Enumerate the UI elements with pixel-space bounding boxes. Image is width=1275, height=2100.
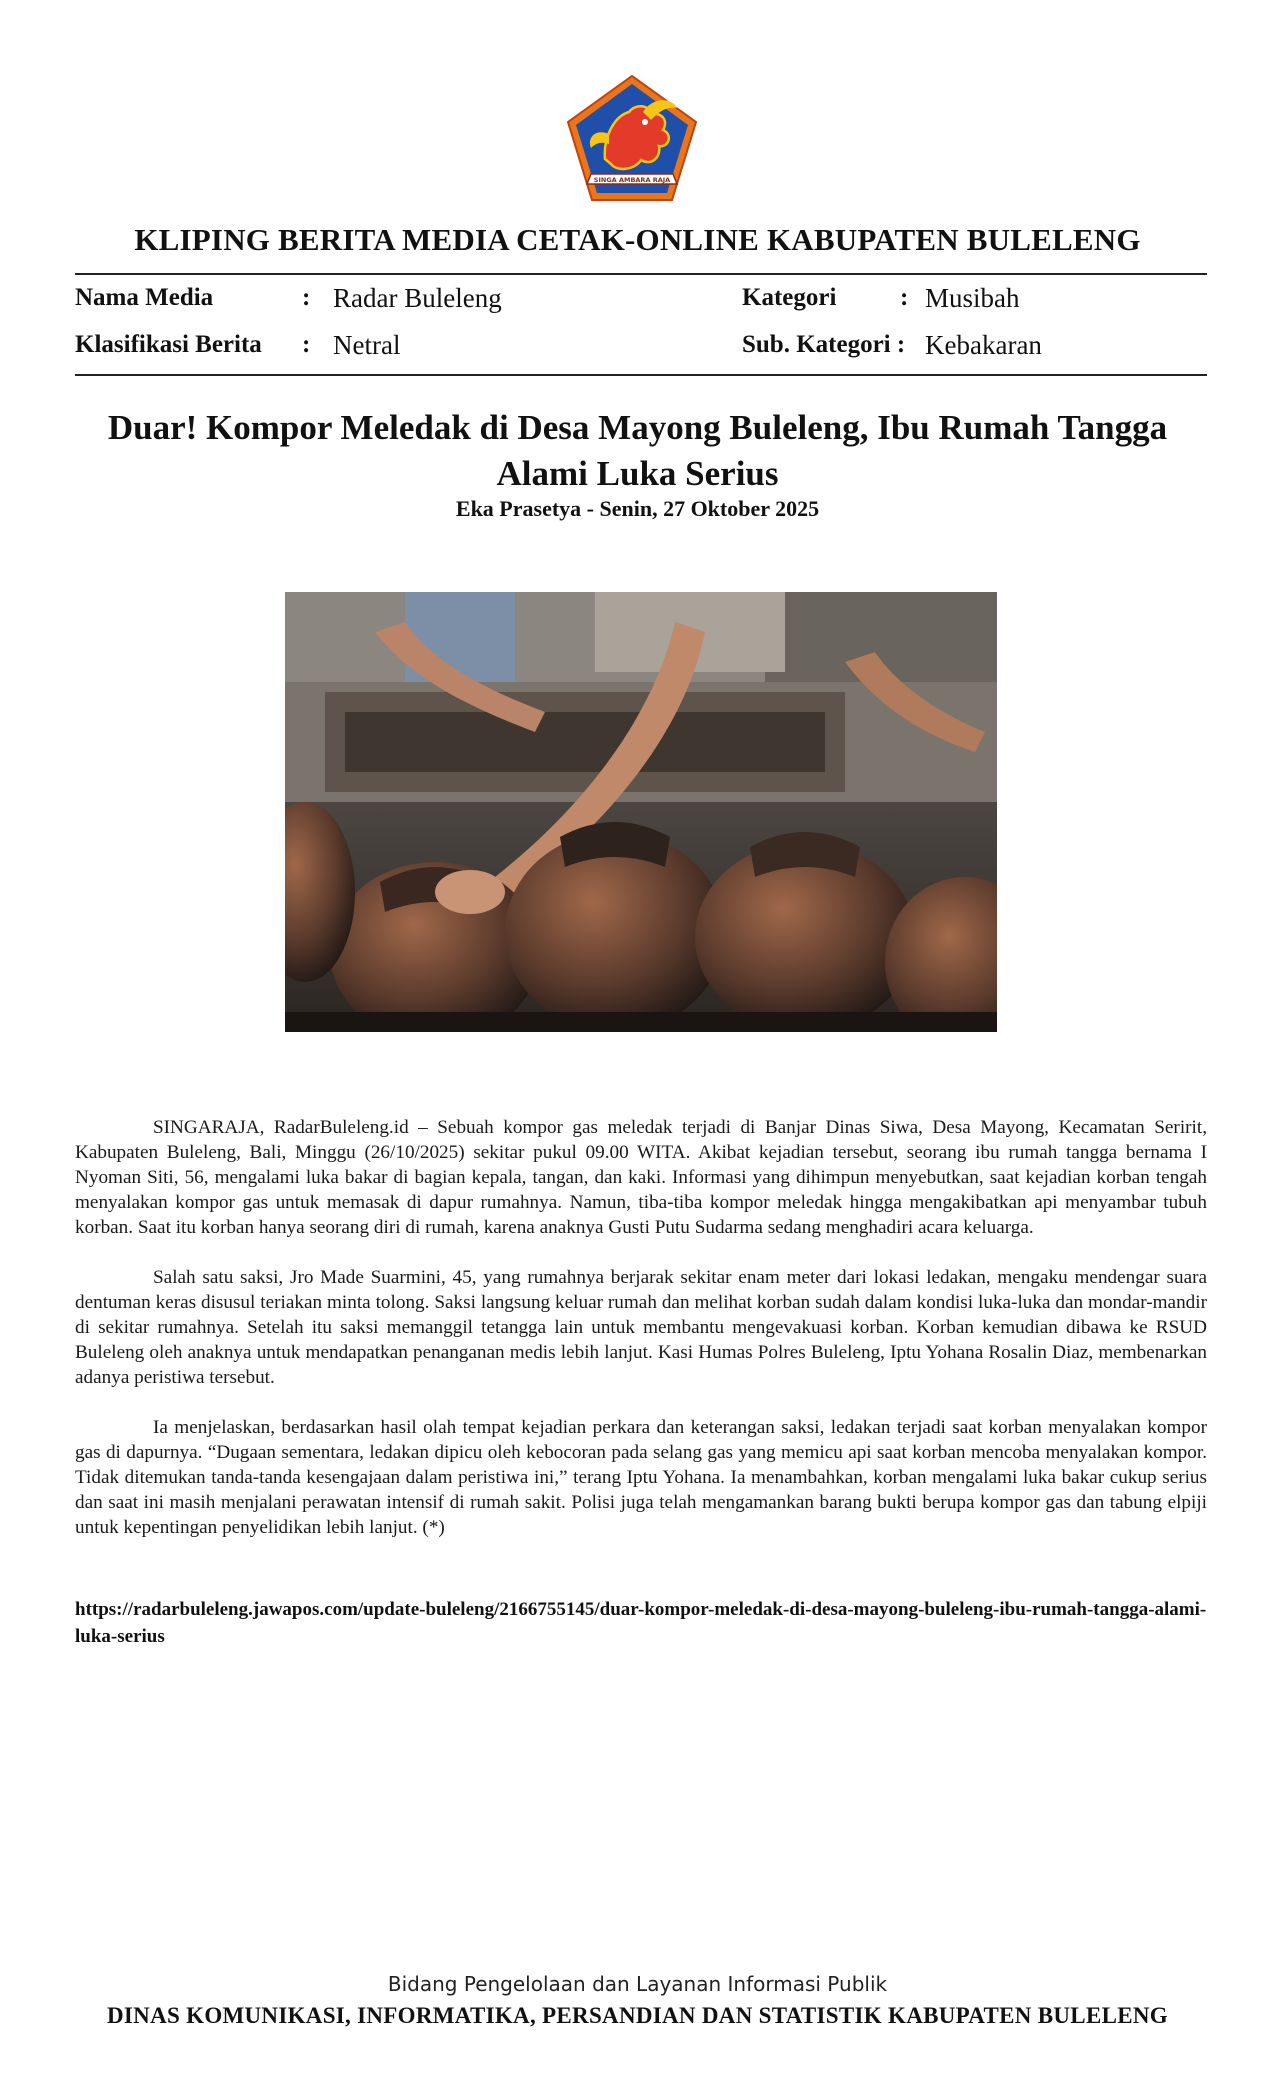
page-title: KLIPING BERITA MEDIA CETAK-ONLINE KABUPATEN BULELENG bbox=[134, 222, 1141, 257]
kategori-value: Musibah bbox=[925, 283, 1020, 313]
klasifikasi-colon: : bbox=[302, 331, 311, 358]
article-body bbox=[75, 1115, 1207, 1565]
bottom-divider bbox=[75, 374, 1207, 376]
article-paragraph: SINGARAJA, RadarBuleleng.id – Sebuah kompor gas meledak terjadi di Banjar Dinas Siwa, Desa Mayong, Kecamatan Seririt, Kabupaten Buleleng, Bali, Minggu (26/10/2025) sekitar pukul 09.00 WITA. Akibat kejadian tersebut, seorang ibu rumah tangga bernama I Nyoman Siti, 56, mengalami luka bakar di bagian kepala, tangan, dan kaki. Informasi yang dihimpun menyebutkan, saat kejadian korban tengah menyalakan kompor gas untuk memasak di dapur rumahnya. Namun, tiba-tiba kompor meledak hingga mengakibatkan api menyambar tubuh korban. Saat itu korban hanya seorang diri di rumah, karena anaknya Gusti Putu Sudarma sedang menghadiri acara keluarga. bbox=[75, 1117, 1207, 1238]
sub-kategori-label: Sub. Kategori : bbox=[742, 331, 906, 358]
article-byline: Eka Prasetya - Senin, 27 Oktober 2025 bbox=[455, 496, 820, 521]
klasifikasi-value: Netral bbox=[333, 330, 401, 360]
nama-media-label: Nama Media bbox=[75, 284, 214, 311]
article-paragraph: Ia menjelaskan, berdasarkan hasil olah tempat kejadian perkara dan keterangan saksi, ledakan terjadi saat korban menyalakan kompor gas di dapurnya. “Dugaan sementara, ledakan dipicu oleh kebocoran pada selang gas yang memicu api saat korban mencoba menyalakan kompor. Tidak ditemukan tanda-tanda kesengajaan dalam peristiwa ini,” terang Iptu Yohana. Ia menambahkan, korban mengalami luka bakar cukup serius dan saat ini masih menjalani perawatan intensif di rumah sakit. Polisi juga telah mengamankan barang bukti berupa kompor gas dan tabung elpiji untuk kepentingan penyelidikan lebih lanjut. (*) bbox=[75, 1417, 1207, 1538]
article-headline: Duar! Kompor Meledak di Desa Mayong Buleleng, Ibu Rumah Tangga Alami Luka Serius bbox=[107, 408, 1168, 493]
kategori-label: Kategori bbox=[742, 284, 837, 311]
footer-division: Bidang Pengelolaan dan Layanan Informasi Publik bbox=[387, 1972, 888, 1996]
top-divider bbox=[75, 273, 1207, 275]
nama-media-value: Radar Buleleng bbox=[333, 283, 502, 313]
crest-motto: SINGA AMBARA RAJA bbox=[593, 176, 671, 184]
buleleng-crest-logo bbox=[565, 74, 699, 202]
burnt-gas-cylinders-photo bbox=[285, 592, 997, 1032]
footer-agency: DINAS KOMUNIKASI, INFORMATIKA, PERSANDIAN DAN STATISTIK KABUPATEN BULELENG bbox=[107, 2003, 1168, 2028]
crest-svg bbox=[565, 74, 699, 202]
source-link[interactable]: https://radarbuleleng.jawapos.com/update-buleleng/2166755145/duar-kompor-meledak-di-desa-mayong-buleleng-ibu-rumah-tangga-alami-luka-serius bbox=[75, 1599, 1207, 1647]
nama-media-colon: : bbox=[302, 284, 311, 311]
article-paragraph: Salah satu saksi, Jro Made Suarmini, 45, yang rumahnya berjarak sekitar enam meter dari lokasi ledakan, mengaku mendengar suara dentuman keras disusul teriakan minta tolong. Saksi langsung keluar rumah dan melihat korban sudah dalam kondisi luka-luka dan mondar-mandir di sekitar rumahnya. Setelah itu saksi memanggil tetangga lain untuk membantu mengevakuasi korban. Korban kemudian dibawa ke RSUD Buleleng oleh anaknya untuk mendapatkan penanganan medis lebih lanjut. Kasi Humas Polres Buleleng, Iptu Yohana Rosalin Diaz, membenarkan adanya peristiwa tersebut. bbox=[75, 1267, 1207, 1388]
kategori-colon: : bbox=[900, 284, 909, 311]
sub-kategori-value: Kebakaran bbox=[925, 330, 1042, 360]
klasifikasi-label: Klasifikasi Berita bbox=[75, 331, 262, 358]
photo-svg bbox=[285, 592, 997, 1032]
